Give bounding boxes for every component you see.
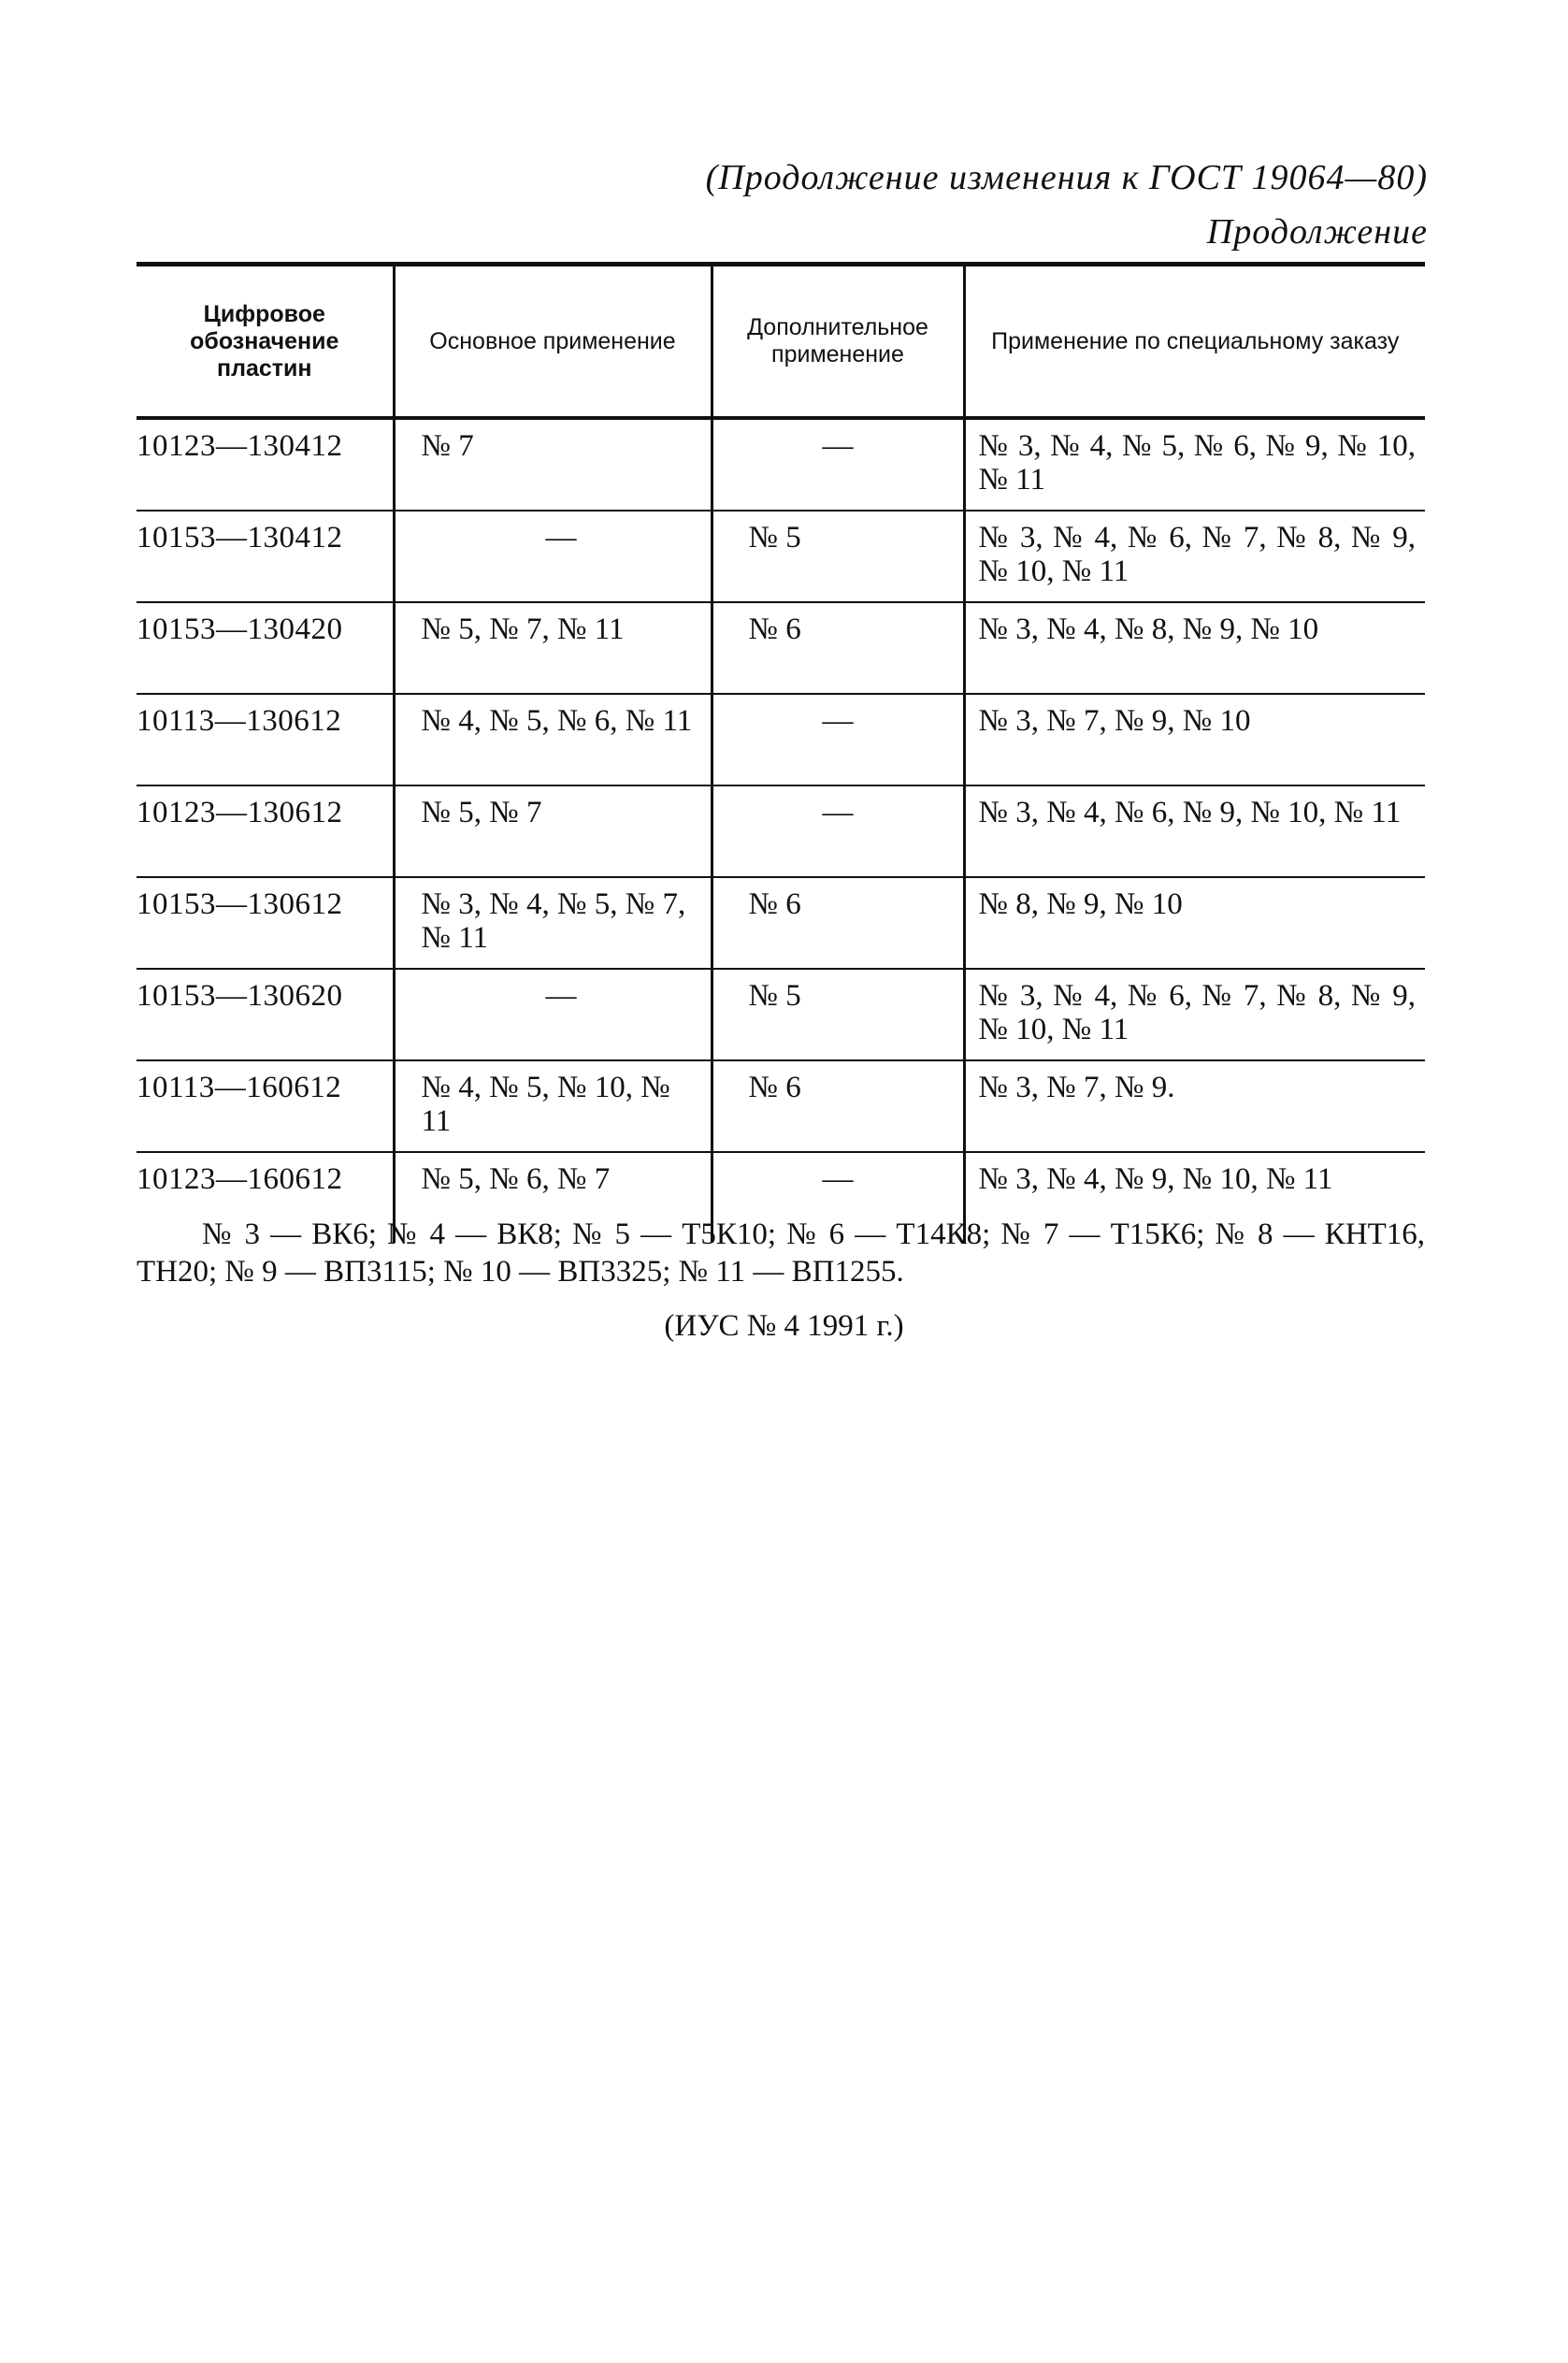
continuation-label: Продолжение: [1206, 212, 1428, 252]
grade-legend-note: № 3 — ВК6; № 4 — ВК8; № 5 — Т5К10; № 6 — Т14К8; № 7 — Т15К6; № 8 — КНТ16, ТН20; № 9 — ВП3115; № 10 — ВП3325; № 11 — ВП1255.: [137, 1218, 1425, 1289]
applications-table: [137, 262, 1425, 1243]
table-row: [137, 511, 1425, 602]
cell-special: № 3, № 7, № 9, № 10: [964, 694, 1425, 785]
cell-code: 10153—130420: [137, 602, 394, 694]
cell-code: 10113—130612: [137, 694, 394, 785]
cell-code: 10123—160612: [137, 1162, 343, 1196]
cell-special: № 3, № 4, № 6, № 7, № 8, № 9, № 10, № 11: [964, 511, 1425, 602]
cell-special: № 3, № 4, № 6, № 9, № 10, № 11: [964, 785, 1425, 877]
cell-main: —: [394, 511, 712, 602]
cell-additional: № 6: [712, 877, 964, 969]
cell-code: 10153—130612: [137, 877, 394, 969]
cell-code: 10123—130612: [137, 785, 394, 877]
table-row: [137, 877, 1425, 969]
cell-additional: № 6: [712, 1060, 964, 1152]
cell-additional: —: [712, 1152, 964, 1243]
cell-main: —: [394, 969, 712, 1060]
cell-main: № 5, № 6, № 7: [394, 1152, 712, 1243]
cell-code: 10153—130620: [137, 969, 394, 1060]
cell-main: № 7: [394, 418, 712, 511]
source-reference: (ИУС № 4 1991 г.): [664, 1309, 904, 1343]
cell-main: № 5, № 7: [394, 785, 712, 877]
cell-code: 10123—130412: [137, 418, 394, 511]
column-header-code: Цифровое обозначение пластин: [190, 300, 339, 382]
table-row: [137, 785, 1425, 877]
cell-special: № 3, № 4, № 8, № 9, № 10: [964, 602, 1425, 694]
table-row: [137, 694, 1425, 785]
cell-main: № 4, № 5, № 6, № 11: [394, 694, 712, 785]
cell-main: № 5, № 7, № 11: [394, 602, 712, 694]
table-header-row: [137, 265, 1425, 419]
table-row: [137, 969, 1425, 1060]
document-reference: (Продолжение изменения к ГОСТ 19064—80): [705, 158, 1428, 197]
cell-additional: —: [712, 694, 964, 785]
cell-main: № 3, № 4, № 5, № 7, № 11: [394, 877, 712, 969]
cell-special: № 3, № 4, № 5, № 6, № 9, № 10, № 11: [964, 418, 1425, 511]
column-header-additional: Дополнительное применение: [712, 265, 964, 419]
column-header-main: Основное применение: [394, 265, 712, 419]
table-row: [137, 418, 1425, 511]
cell-additional: № 6: [712, 602, 964, 694]
cell-additional: —: [712, 418, 964, 511]
cell-additional: № 5: [712, 969, 964, 1060]
cell-special: № 3, № 4, № 6, № 7, № 8, № 9, № 10, № 11: [964, 969, 1425, 1060]
table-row: [137, 1060, 1425, 1152]
cell-code: 10153—130412: [137, 511, 394, 602]
cell-main: № 4, № 5, № 10, № 11: [394, 1060, 712, 1152]
cell-code: 10113—160612: [137, 1060, 394, 1152]
cell-special: № 8, № 9, № 10: [964, 877, 1425, 969]
column-header-special: Применение по специальному заказу: [964, 265, 1425, 419]
cell-special: № 3, № 7, № 9.: [964, 1060, 1425, 1152]
cell-additional: —: [712, 785, 964, 877]
cell-special: № 3, № 4, № 9, № 10, № 11: [964, 1152, 1425, 1243]
table-row: [137, 602, 1425, 694]
cell-additional: № 5: [712, 511, 964, 602]
